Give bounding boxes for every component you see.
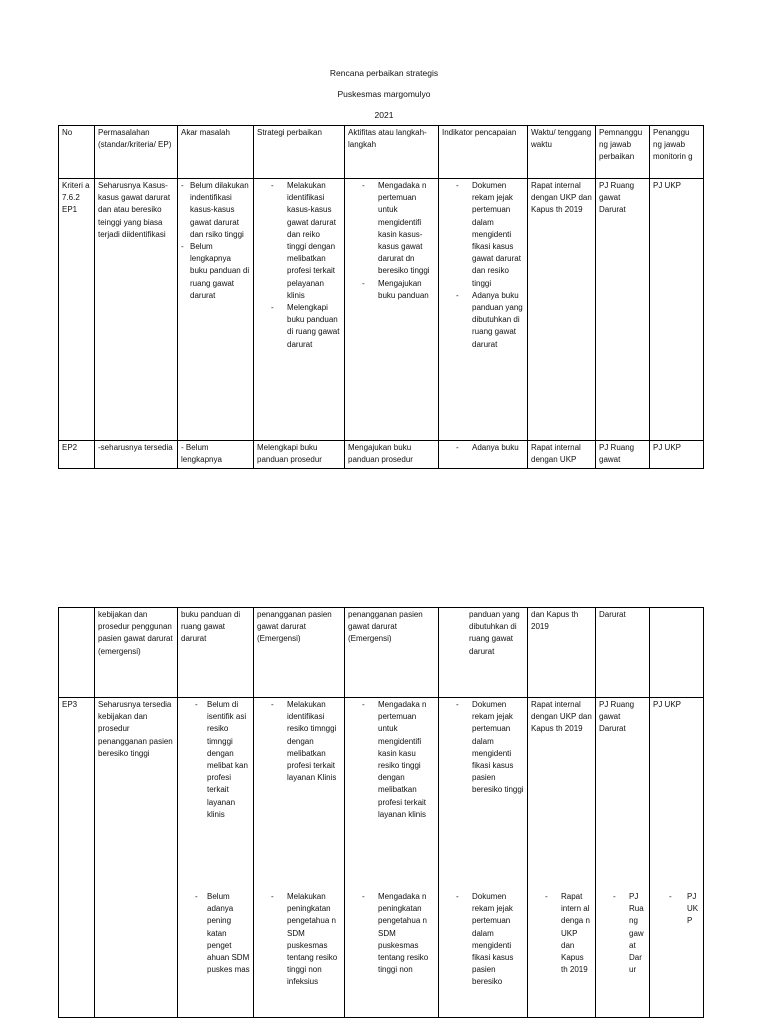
cell-strategi: Melengkapi buku panduan prosedur — [254, 441, 345, 469]
cell-pj-perbaikan: PJ Ruang gawat Darurat — [596, 179, 650, 441]
doc-year: 2021 — [374, 110, 394, 120]
table-row — [59, 179, 704, 441]
indikator-item: panduan yang dibutuhkan di ruang gawat darurat — [469, 610, 520, 656]
aktifitas-item: Mengadaka n pertemuan untuk mengidentifi kasin kasu resiko tinggi dengan melibatkan profesi terkait layanan klinis — [378, 700, 427, 819]
cell-permasalahan: kebijakan dan prosedur penggunan pasien gawat darurat (emergensi) — [95, 608, 178, 698]
cell-waktu: Rapat internal dengan UKP dan Kapus th 2019 — [528, 179, 596, 441]
strategi-item: Melakukan identifikasi resiko timnggi dengan melibatkan profesi terkait layanan Klinis — [287, 700, 337, 783]
cell-pj-perbaikan: Darurat — [596, 608, 650, 698]
pj-monitoring-item: PJ UKP — [687, 892, 699, 926]
header-row — [59, 126, 704, 179]
table-row — [59, 441, 704, 469]
header-waktu: Waktu/ tenggang waktu — [528, 126, 596, 179]
akar-item: Belum di isentifik asi resiko timnggi dengan melibat kan profesi terkait layanan klinis — [207, 700, 248, 819]
cell-pj-monitoring: PJ UKP — [650, 441, 704, 469]
header-strategi: Strategi perbaikan — [254, 126, 345, 179]
cell-pj-perbaikan: PJ Ruang gawat Darurat - PJ Ruang gawat Darur — [596, 698, 650, 1018]
cell-no: EP3 — [59, 698, 95, 1018]
cell-waktu: Rapat internal dengan UKP — [528, 441, 596, 469]
cell-aktifitas: Mengajukan buku panduan prosedur — [345, 441, 439, 469]
cell-waktu: Rapat internal dengan UKP dan Kapus th 2019 - Rapat intern al denga n UKP dan Kapus th 2019 — [528, 698, 596, 1018]
header-no: No — [59, 126, 95, 179]
strategi-item: Melakukan peningkatan pengetahua n SDM puskesmas tentang resiko tinggi non infeksius — [287, 892, 338, 987]
akar-item: Belum dilakukan indentifikasi kasus-kasus gawat darurat dan rsiko tinggi — [190, 181, 249, 239]
aktifitas-item: Mengajukan buku panduan — [378, 278, 429, 300]
doc-subtitle: Puskesmas margomulyo — [337, 89, 431, 99]
akar-item: Belum adanya pening katan penget ahuan SDM puskes mas — [207, 892, 250, 975]
cell-indikator: - Dokumen rekam jejak pertemuan dalam mengidenti fikasi kasus pasien beresiko tinggi - Dokumen rekam jejak pertemuan dalam mengidenti fikasi kasus pasien beresiko — [439, 698, 528, 1018]
cell-pj-perbaikan: PJ Ruang gawat — [596, 441, 650, 469]
header-pj-perbaikan: Pemnanggu ng jawab perbaikan — [596, 126, 650, 179]
akar-item: Belum lengkapnya buku panduan di ruang gawat darurat — [190, 242, 250, 300]
pj-monitoring-item: PJ UKP — [653, 700, 682, 709]
indikator-item: Adanya buku — [472, 443, 519, 452]
aktifitas-item: Mengadaka n pertemuan untuk mengidentifi kasin kasus-kasus gawat darurat dn beresiko tinggi — [378, 181, 430, 276]
header-indikator: Indikator pencapaian — [439, 126, 528, 179]
strategi-item: Melengkapi buku panduan di ruang gawat darurat — [287, 303, 340, 349]
cell-akar-masalah: - Belum dilakukan indentifikasi kasus-kasus gawat darurat dan rsiko tinggi - Belum lengkapnya buku panduan di ruang gawat darurat — [178, 179, 254, 441]
cell-strategi: - Melakukan identifikasi resiko timnggi dengan melibatkan profesi terkait layanan Klinis - Melakukan peningkatan pengetahua n SDM puskesmas tentang resiko tinggi non infeksius — [254, 698, 345, 1018]
doc-title: Rencana perbaikan strategis — [329, 68, 439, 78]
cell-aktifitas: - Mengadaka n pertemuan untuk mengidentifi kasin kasu resiko tinggi dengan melibatkan profesi terkait layanan klinis - Mengadaka n peningkatan pengetahua n SDM puskesmas tentang resiko tinggi non — [345, 698, 439, 1018]
cell-no: Kriteri a 7.6.2 EP1 — [59, 179, 95, 441]
cell-aktifitas: penangganan pasien gawat darurat (Emergensi) — [345, 608, 439, 698]
cell-pj-monitoring: PJ UKP - PJ UKP — [650, 698, 704, 1018]
cell-strategi: - Melakukan identifikasi kasus-kasus gawat darurat dan reiko tinggi dengan melibatkan profesi terkait pelayanan klinis - Melengkapi buku panduan di ruang gawat darurat — [254, 179, 345, 441]
table-row — [59, 608, 704, 698]
header-pj-monitoring: Penanggu ng jawab monitorin g — [650, 126, 704, 179]
pj-perbaikan-item: PJ Ruang gawat Darurat — [599, 700, 635, 734]
strategy-table-top — [58, 125, 704, 469]
cell-no — [59, 608, 95, 698]
cell-aktifitas: - Mengadaka n pertemuan untuk mengidentifi kasin kasus-kasus gawat darurat dn beresiko tinggi - Mengajukan buku panduan — [345, 179, 439, 441]
indikator-item: Dokumen rekam jejak pertemuan dalam mengidenti fikasi kasus gawat darurat dan resiko tinggi — [472, 181, 521, 288]
cell-indikator: - Adanya buku — [439, 441, 528, 469]
cell-permasalahan: Seharusnya Kasus-kasus gawat darurat dan atau beresiko teinggi yang biasa terjadi diidentifikasi — [95, 179, 178, 441]
cell-no: EP2 — [59, 441, 95, 469]
header-akar-masalah: Akar masalah — [178, 126, 254, 179]
cell-akar-masalah: - Belum lengkapnya — [178, 441, 254, 469]
indikator-item: Dokumen rekam jejak pertemuan dalam mengidenti fikasi kasus pasien beresiko — [472, 892, 514, 987]
cell-akar-masalah: buku panduan di ruang gawat darurat — [178, 608, 254, 698]
cell-indikator — [439, 608, 528, 698]
cell-waktu: dan Kapus th 2019 — [528, 608, 596, 698]
table-row — [59, 698, 704, 1018]
cell-strategi: penangganan pasien gawat darurat (Emergensi) — [254, 608, 345, 698]
strategi-item: Melakukan identifikasi kasus-kasus gawat darurat dan reiko tinggi dengan melibatkan profesi terkait pelayanan klinis — [287, 181, 336, 300]
strategy-table-continued — [58, 607, 704, 1018]
cell-permasalahan: Seharusnya tersedia kebijakan dan prosedur penangganan pasien beresiko tinggi — [95, 698, 178, 1018]
cell-akar-masalah: - Belum di isentifik asi resiko timnggi dengan melibat kan profesi terkait layanan klinis - Belum adanya pening katan penget ahuan SDM puskes mas — [178, 698, 254, 1018]
waktu-item: Rapat internal dengan UKP dan Kapus th 2019 — [531, 700, 592, 734]
cell-permasalahan: -seharusnya tersedia — [95, 441, 178, 469]
cell-indikator: - Dokumen rekam jejak pertemuan dalam mengidenti fikasi kasus gawat darurat dan resiko tinggi - Adanya buku panduan yang dibutuhkan di ruang gawat darurat — [439, 179, 528, 441]
indikator-item: Adanya buku panduan yang dibutuhkan di ruang gawat darurat — [472, 290, 523, 349]
aktifitas-item: Mengadaka n peningkatan pengetahua n SDM puskesmas tentang resiko tinggi non — [378, 892, 429, 975]
cell-pj-monitoring — [650, 608, 704, 698]
header-aktifitas: Aktifitas atau langkah-langkah — [345, 126, 439, 179]
indikator-item: Dokumen rekam jejak pertemuan dalam mengidenti fikasi kasus pasien beresiko tinggi — [472, 700, 524, 795]
cell-pj-monitoring: PJ UKP — [650, 179, 704, 441]
header-permasalahan: Permasalahan (standar/kriteria/ EP) — [95, 126, 178, 179]
waktu-item: Rapat intern al denga n UKP dan Kapus th 2019 — [561, 892, 590, 975]
pj-perbaikan-item: PJ Ruang gawat Darur — [629, 892, 644, 975]
